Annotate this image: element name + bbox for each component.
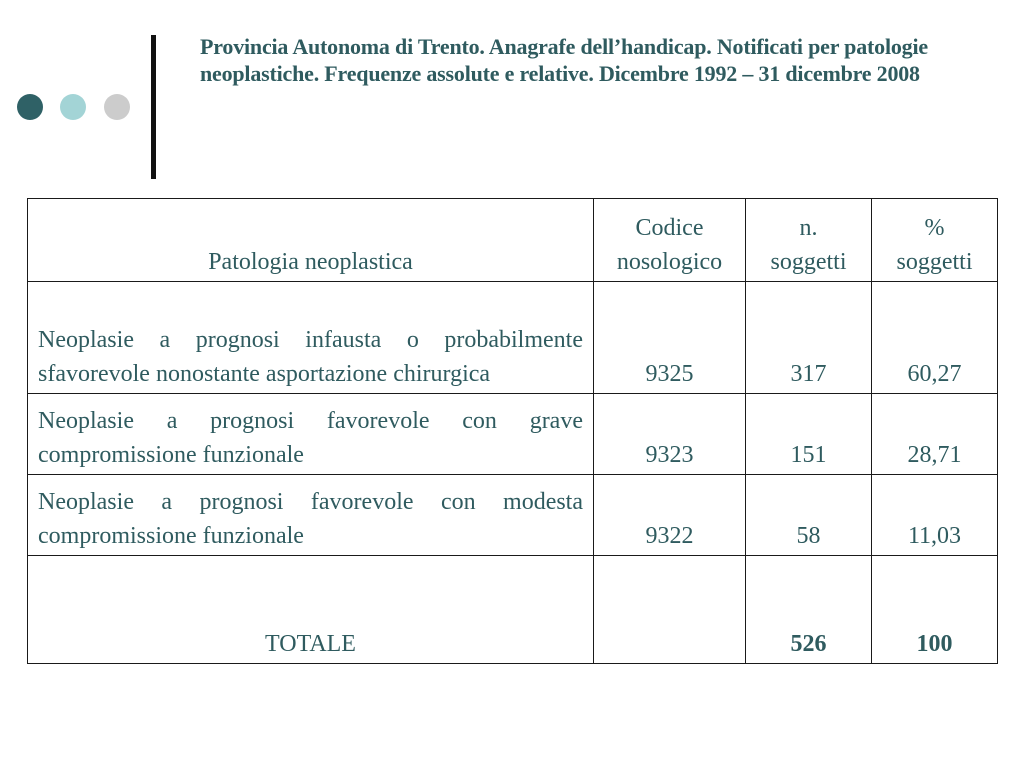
cell-codice: 9322 <box>594 475 746 556</box>
header-codice-line1: Codice <box>635 215 704 241</box>
cell-patologia: Neoplasie a prognosi favorevole con grave compromissione funzionale <box>28 394 594 475</box>
cell-total-label: TOTALE <box>28 556 594 664</box>
cell-n-soggetti: 151 <box>746 394 872 475</box>
header-codice-line2: nosologico <box>616 249 723 275</box>
vertical-divider <box>151 35 156 179</box>
header-pct-soggetti-line2: soggetti <box>896 249 973 275</box>
slide-title: Provincia Autonoma di Trento. Anagrafe dell’handicap. Notificati per patologie neoplastiche. Frequenze assolute e relative. Dicembre 1992 – 31 dicembre 2008 <box>200 34 928 86</box>
cell-total-pct-soggetti: 100 <box>872 556 998 664</box>
decorative-dot-light <box>60 94 86 120</box>
cell-codice: 9325 <box>594 282 746 394</box>
cell-patologia: Neoplasie a prognosi favorevole con modesta compromissione funzionale <box>28 475 594 556</box>
table-total-row <box>28 556 998 664</box>
table-row <box>28 282 998 394</box>
header-n-soggetti-line2: soggetti <box>770 249 847 275</box>
cell-total-n-soggetti: 526 <box>746 556 872 664</box>
header-pct-soggetti <box>872 199 998 282</box>
cell-pct-soggetti: 28,71 <box>872 394 998 475</box>
cell-total-codice <box>594 556 746 664</box>
header-n-soggetti-line1: n. <box>799 215 818 241</box>
cell-codice: 9323 <box>594 394 746 475</box>
cell-pct-soggetti: 11,03 <box>872 475 998 556</box>
header-patologia <box>28 199 594 282</box>
table-header-row <box>28 199 998 282</box>
cell-pct-soggetti: 60,27 <box>872 282 998 394</box>
decorative-dot-grey <box>104 94 130 120</box>
decorative-dot-dark <box>17 94 43 120</box>
cell-n-soggetti: 317 <box>746 282 872 394</box>
data-table <box>27 198 998 664</box>
cell-n-soggetti: 58 <box>746 475 872 556</box>
cell-patologia: Neoplasie a prognosi infausta o probabilmente sfavorevole nonostante asportazione chirurgica <box>28 282 594 394</box>
header-n-soggetti <box>746 199 872 282</box>
table-row <box>28 394 998 475</box>
header-codice <box>594 199 746 282</box>
header-patologia-label: Patologia neoplastica <box>208 249 413 275</box>
header-pct-soggetti-line1: % <box>924 215 945 241</box>
table-row <box>28 475 998 556</box>
